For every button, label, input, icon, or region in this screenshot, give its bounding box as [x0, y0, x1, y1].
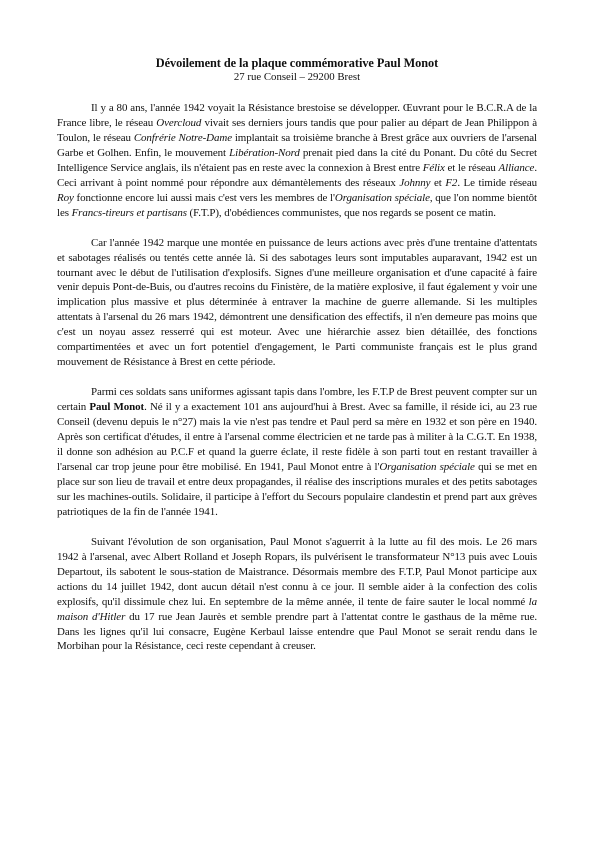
text-run: vivait ses derniers jours tandis que pour palier au départ de Jean Philippon à Toulon, le réseau — [57, 116, 537, 144]
italic-text: Alliance — [498, 161, 535, 174]
text-run: du 17 rue Jean Jaurès et semble prendre part à l'attentat contre le gasthaus de la même rue. Dans les lignes qu'il lui consacre, Eugène Kerbaul laisse entendre que Paul Monot se serait rendu dans le Morbihan pour la Résistance, ceci reste cependant à creuser. — [57, 610, 537, 653]
text-run: . Le timide réseau — [457, 176, 537, 189]
text-run: , que l'on nomme bientôt les — [57, 191, 538, 219]
italic-text: Organisation spéciale — [379, 460, 475, 473]
text-run: qui se met en place sur son lieu de travail et entre deux propagandes, il réalise des inscriptions murales et des petits sabotages sur les machines-outils. Solidaire, il participe à l'effort du Secours populaire clandestin et prend part aux grèves patriotiques de la fin de l'année 1941. — [57, 460, 537, 518]
italic-text: Félix — [422, 161, 445, 174]
text-run: fonctionne encore lui aussi mais c'est vers les membres de l' — [73, 191, 335, 204]
paragraph-4 — [57, 535, 537, 655]
italic-text: Organisation spéciale — [334, 191, 430, 204]
text-run: . Ceci arrivant à point nommé pour répondre aux démantèlements des réseaux — [57, 161, 537, 189]
paragraph-2 — [57, 236, 537, 371]
document-title: Dévoilement de la plaque commémorative Paul Monot — [155, 56, 439, 70]
text-run: prenait pied dans la cité du Ponant. Du côté du Secret Intelligence Service anglais, ils n'étaient pas en reste avec la connexion à Brest entre — [57, 146, 537, 174]
italic-text: la maison d'Hitler — [57, 595, 537, 623]
text-run: . Né il y a exactement 101 ans aujourd'hui à Brest. Avec sa famille, il réside ici, au 23 rue Conseil (devenu depuis le n°27) mais la vie n'est pas tendre et Paul perd sa mère en 1932 et son père en 1940. Après son certificat d'études, il entre à l'arsenal comme électricien et ne tarde pas à militer à la C.G.T. En 1938, il donne son adhésion au P.C.F et quand la guerre éclate, il reste fidèle à son parti tout en restant travailler à l'arsenal car trop jeune pour être mobilisé. En 1941, Paul Monot entre à l' — [57, 401, 537, 473]
text-run: et — [430, 176, 446, 189]
italic-text: F2 — [445, 176, 458, 189]
document-page — [57, 56, 537, 669]
text-run: et le réseau — [444, 161, 499, 174]
paragraph-3 — [57, 385, 537, 520]
text-run: (F.T.P), d'obédiences communistes, que nos regards se posent ce matin. — [186, 206, 496, 219]
italic-text: Francs-tireurs et partisans — [71, 206, 187, 219]
text-run: implantait sa troisième branche à Brest grâce aux ouvriers de l'arsenal Garbe et Golhen. Enfin, le mouvement — [57, 131, 537, 159]
italic-text: Overcloud — [156, 116, 202, 129]
text-run: Il y a 80 ans, l'année 1942 voyait la Résistance brestoise se développer. Œuvrant pour le B.C.R.A de la France libre, le réseau — [57, 102, 537, 129]
italic-text: Libération-Nord — [229, 146, 300, 159]
text-run: Parmi ces soldats sans uniformes agissant tapis dans l'ombre, les F.T.P de Brest peuvent compter sur un certain — [57, 386, 537, 414]
italic-text: Confrérie Notre-Dame — [133, 131, 232, 144]
italic-text: Johnny — [399, 176, 431, 189]
text-run: Car l'année 1942 marque une montée en puissance de leurs actions avec près d'une trentaine d'attentats et sabotages réalisés ou tentés cette année là. Si des sabotages leurs sont imputables auparavant, 1942 est un tournant avec le début de l'utilisation d'explosifs. Signes d'une meilleure organisation et d'une capacité à faire venir depuis Pont-de-Buis, ou d'autres recoins du Finistère, de la matière explosive, il faut également y voir une implication plus massive et plus déterminée à entraver la machine de guerre allemande. Si les multiples attentats à l'arsenal du 26 mars 1942, démontrent une densification des effectifs, il n'en demeure pas moins que c'est un noyau assez resserré qui est moteur. Avec une hiérarchie assez bien détaillée, des fonctions compartimentées et avec un fort potentiel d'engagement, le Parti communiste français est le plus grand mouvement de Résistance à Brest en cette période. — [57, 236, 537, 369]
document-address: 27 rue Conseil – 29200 Brest — [233, 71, 361, 83]
text-run: Suivant l'évolution de son organisation, Paul Monot s'aguerrit à la lutte au fil des mois. Le 26 mars 1942 à l'arsenal, avec Albert Rolland et Joseph Ropars, ils pulvérisent le transformateur N°13 puis avec Louis Departout, ils sabotent le sous-station de Maistrance. Désormais membre des F.T.P, Paul Monot participe aux actions du 14 juillet 1942, dont aucun détail n'est connu à ce jour. Il semble aider à la confection des colis explosifs, qu'il dissimule chez lui. En septembre de la même année, il tente de faire sauter le local nommé — [57, 535, 537, 608]
paragraph-1 — [57, 101, 537, 221]
italic-text: Roy — [57, 191, 74, 204]
bold-text: Paul Monot — [89, 401, 145, 414]
